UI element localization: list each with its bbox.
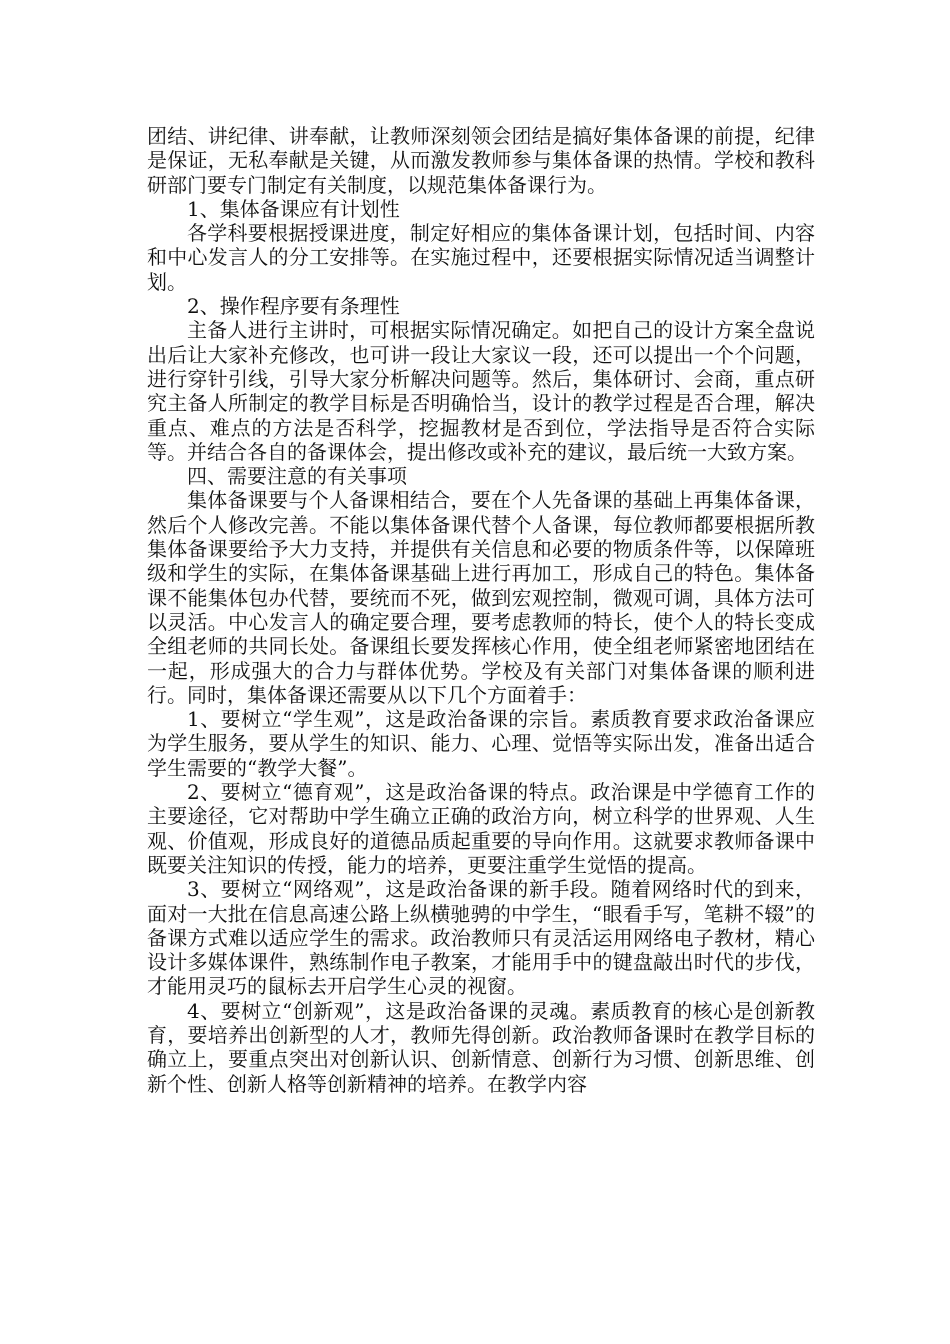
paragraph-intro: 团结、讲纪律、讲奉献，让教师深刻领会团结是搞好集体备课的前提，纪律是保证，无私奉献是关键，从而激发教师参与集体备课的热情。学校和教科研部门要专门制定有关制度，以规范集体备课行为。 — [147, 124, 815, 197]
document-page — [147, 124, 815, 1096]
paragraph-network-view: 3、要树立“网络观”，这是政治备课的新手段。随着网络时代的到来，面对一大批在信息高速公路上纵横驰骋的中学生，“眼看手写，笔耕不辍”的备课方式难以适应学生的需求。政治教师只有灵活运用网络电子教材，精心设计多媒体课件，熟练制作电子教案，才能用手中的键盘敲出时代的步伐，才能用灵巧的鼠标去开启学生心灵的视窗。 — [147, 877, 815, 999]
heading-procedure: 2、操作程序要有条理性 — [187, 294, 400, 319]
paragraph-notes: 集体备课要与个人备课相结合，要在个人先备课的基础上再集体备课，然后个人修改完善。不能以集体备课代替个人备课，每位教师都要根据所教集体备课要给予大力支持，并提供有关信息和必要的物质条件等，以保障班级和学生的实际，在集体备课基础上进行再加工，形成自己的特色。集体备课不能集体包办代替，要统而不死，做到宏观控制，微观可调，具体方法可以灵活。中心发言人的确定要合理，要考虑教师的特长，使个人的特长变成全组老师的共同长处。备课组长要发挥核心作用，使全组老师紧密地团结在一起，形成强大的合力与群体优势。学校及有关部门对集体备课的顺利进行。同时，集体备课还需要从以下几个方面着手： — [147, 488, 815, 707]
heading-notes: 四、需要注意的有关事项 — [187, 464, 407, 489]
paragraph-student-view: 1、要树立“学生观”，这是政治备课的宗旨。素质教育要求政治备课应为学生服务，要从学生的知识、能力、心理、觉悟等实际出发，准备出适合学生需要的“教学大餐”。 — [147, 707, 815, 780]
paragraph-innovation-view: 4、要树立“创新观”，这是政治备课的灵魂。素质教育的核心是创新教育，要培养出创新型的人才，教师先得创新。政治教师备课时在教学目标的确立上，要重点突出对创新认识、创新情意、创新行为习惯、创新思维、创新个性、创新人格等创新精神的培养。在教学内容 — [147, 998, 815, 1096]
paragraph-planning: 各学科要根据授课进度，制定好相应的集体备课计划，包括时间、内容和中心发言人的分工安排等。在实施过程中，还要根据实际情况适当调整计划。 — [147, 221, 815, 294]
paragraph-procedure: 主备人进行主讲时，可根据实际情况确定。如把自己的设计方案全盘说出后让大家补充修改，也可讲一段让大家议一段，还可以提出一个个问题，进行穿针引线，引导大家分析解决问题等。然后，集体研讨、会商，重点研究主备人所制定的教学目标是否明确恰当，设计的教学过程是否合理，解决重点、难点的方法是否科学，挖掘教材是否到位，学法指导是否符合实际等。并结合各自的备课体会，提出修改或补充的建议，最后统一大致方案。 — [147, 318, 815, 464]
heading-planning: 1、集体备课应有计划性 — [187, 196, 400, 221]
paragraph-moral-view: 2、要树立“德育观”，这是政治备课的特点。政治课是中学德育工作的主要途径，它对帮助中学生确立正确的政治方向，树立科学的世界观、人生观、价值观，形成良好的道德品质起重要的导向作用。这就要求教师备课中既要关注知识的传授，能力的培养，更要注重学生觉悟的提高。 — [147, 780, 815, 877]
